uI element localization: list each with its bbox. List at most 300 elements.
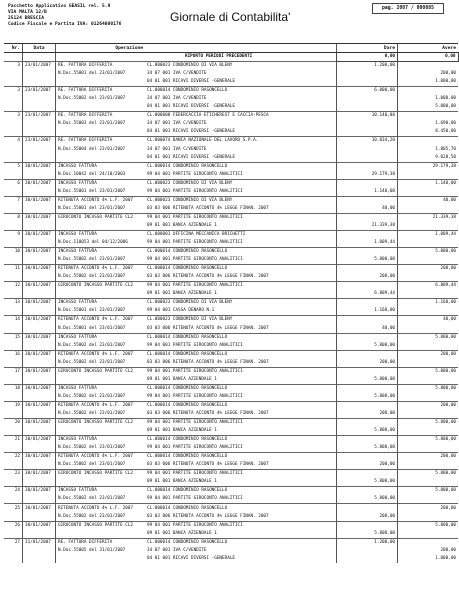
row-operation [56,128,146,137]
row-nr [4,290,23,299]
row-avere: 200,00 [398,70,459,78]
journal-row [4,461,458,470]
row-account: 04 01 001 RICAVI DIVERSI -GENERALE [147,129,235,135]
row-avere [398,325,459,334]
row-dare: 1.009,44 [337,239,398,248]
journal-row [4,333,458,342]
row-date: 30/01/2007 [23,453,56,462]
row-dare [337,299,398,308]
row-nr [4,325,23,334]
row-operation: N.Doc.55002 del 23/01/2007 [56,256,146,265]
row-nr: 26 [4,521,23,530]
row-account: CL.000014 CONDOMINIO RASONCELLO [145,504,337,513]
row-dare [337,162,398,171]
row-date [23,256,56,265]
journal-row [4,120,458,128]
col-header-nr: Nr. [4,44,23,53]
row-avere [398,513,459,522]
journal-row [4,367,458,376]
row-date: 30/01/2007 [23,487,56,496]
row-operation: INCASSO FATTURA [56,333,146,342]
row-operation: N.Doc.55001 del 23/01/2007 [56,70,146,78]
row-date [23,103,56,112]
journal-row [4,359,458,368]
row-dare: 40,00 [337,325,398,334]
row-account: CL.000023 CONDOMINIO DI VIA BLENY [145,62,337,71]
row-dare: 6.000,00 [337,87,398,96]
row-account: CL.000014 CONDOMINIO RASONCELLO [145,87,337,96]
row-account: CL.000014 CONDOMINIO RASONCELLO [145,436,337,445]
row-dare [337,384,398,393]
row-date [23,495,56,504]
row-avere [398,444,459,453]
row-account: CL.000014 CONDOMINIO RASONCELLO [145,265,337,274]
journal-row [4,179,458,188]
row-dare: 10.834,20 [337,137,398,146]
journal-row [4,547,458,555]
row-date [23,128,56,137]
row-operation: RE. FATTURA DIFFERITA [56,137,146,146]
row-date: 30/01/2007 [23,419,56,428]
page-title: Giornale di Contabilita' [170,10,291,24]
software-name: Pacchetto Applicativo GEASIL rel. 5.9 [8,4,111,9]
journal-row [4,273,458,282]
journal-row [4,248,458,257]
row-avere: 5.800,00 [398,419,459,428]
row-avere [398,427,459,436]
row-avere: 5.800,00 [398,470,459,479]
row-avere [398,112,459,121]
row-operation: N.Doc.55002 del 23/01/2007 [56,359,146,368]
row-dare [337,230,398,239]
row-operation: N.Doc.110053 del 04/12/2006 [56,239,146,248]
row-date [23,307,56,316]
col-header-conto [145,44,337,53]
row-avere [398,359,459,368]
riporto-avere: 0,00 [398,53,459,62]
row-nr [4,273,23,282]
row-nr: 14 [4,316,23,325]
row-date [23,325,56,334]
row-date: 30/01/2007 [23,265,56,274]
row-operation: GIROCONTO INCASSO PARTITE CL2 [56,282,146,291]
row-avere: 200,00 [398,401,459,410]
journal-row [4,342,458,351]
row-operation: N.Doc.55004 del 23/01/2007 [56,146,146,154]
row-dare: 5.800,00 [337,256,398,265]
row-nr [4,478,23,487]
journal-row [4,521,458,530]
row-dare [337,333,398,342]
row-account: CL.000014 CONDOMINIO RASONCELLO [145,487,337,496]
row-nr: 9 [4,230,23,239]
row-date: 30/01/2007 [23,230,56,239]
journal-row [4,137,458,146]
row-dare: 5.800,00 [337,427,398,436]
row-account: CL.000074 BANCA NAZIONALE DEL LAVORO S.P.A. [145,137,337,146]
riporto-label: RIPORTO PERIODI PRECEDENTI [185,54,253,60]
row-date: 30/01/2007 [23,521,56,530]
row-nr [4,128,23,137]
row-operation: RITENUTA ACCONTO 4% L.F. 2007 [56,265,146,274]
row-avere: 5.800,00 [398,384,459,393]
row-account: 99 04 001 PARTITE GIROCONTO ANALITICI [147,240,243,246]
row-nr [4,427,23,436]
journal-row [4,154,458,163]
journal-row [4,265,458,274]
row-dare: 40,00 [337,205,398,214]
row-nr [4,188,23,197]
row-nr: 18 [4,384,23,393]
row-operation [56,530,146,539]
row-account: CL.000014 CONDOMINIO RASONCELLO [145,401,337,410]
row-operation: N.Doc.55002 del 23/01/2007 [56,495,146,504]
row-avere: 1.000,00 [398,95,459,103]
row-nr [4,342,23,351]
row-avere [398,256,459,265]
row-operation: INCASSO FATTURA [56,230,146,239]
row-account: CL.000023 CONDOMINIO DI VIA BLENY [145,316,337,325]
row-dare: 1.160,00 [337,307,398,316]
page-number-box: pag. 2007 / 000085 [372,3,444,14]
row-account: 04 01 001 RICAVI DIVERSI -GENERALE [147,79,235,85]
journal-row [4,470,458,479]
row-nr: 8 [4,213,23,222]
row-avere: 1.000,00 [398,555,459,563]
row-date [23,78,56,87]
row-nr [4,146,23,154]
row-dare [337,213,398,222]
row-account: 34 07 001 IVA C/VENDITE [147,96,207,102]
row-account: CL.000023 CONDOMINIO DI VIA BLENY [145,299,337,308]
company-address-street: VIA MALTA 12/B [8,10,47,16]
row-nr: 7 [4,196,23,205]
row-operation: RITENUTA ACCONTO 4% L.F. 2007 [56,196,146,205]
row-account: 34 07 001 IVA C/VENDITE [147,547,207,553]
journal-row [4,78,458,87]
row-avere [398,62,459,71]
journal-row [4,103,458,112]
row-account: 03 03 006 RITENUTA ACCONTO 4% LEGGE FINAN. 2007 [147,205,269,211]
row-nr: 22 [4,453,23,462]
row-operation: N.Doc.55005 del 31/01/2007 [56,547,146,555]
journal-row [4,222,458,231]
row-date: 23/01/2007 [23,112,56,121]
row-dare [337,436,398,445]
riporto-dare: 0,00 [337,53,398,62]
row-dare [337,78,398,87]
row-avere: 200,00 [398,453,459,462]
row-avere [398,273,459,282]
row-date: 23/01/2007 [23,87,56,96]
row-dare [337,555,398,563]
row-avere [398,376,459,385]
row-date: 30/01/2007 [23,470,56,479]
journal-row [4,128,458,137]
row-avere: 5.800,00 [398,367,459,376]
company-fiscal-code: Codice Fiscale e Partita IVA: 01264080176 [8,22,122,28]
journal-row [4,495,458,504]
journal-row [4,70,458,78]
row-avere: 21.339,38 [398,213,459,222]
journal-row [4,350,458,359]
journal-row [4,504,458,513]
row-nr: 16 [4,350,23,359]
row-nr: 3 [4,87,23,96]
row-dare: 200,00 [337,461,398,470]
row-avere: 9.028,50 [398,154,459,163]
row-account: 09 01 001 BANCA AZIENDALE 1 [147,530,217,536]
row-nr: 19 [4,401,23,410]
row-nr: 6 [4,179,23,188]
row-date: 30/01/2007 [23,248,56,257]
row-account: 09 01 001 BANCA AZIENDALE 1 [147,222,217,228]
col-header-avere: Avere [398,44,459,53]
row-operation: INCASSO FATTURA [56,436,146,445]
table-header-row [4,44,458,53]
row-account: 99 04 001 PARTITE GIROCONTO ANALITICI [147,445,243,451]
row-account: 99 04 001 PARTITE GIROCONTO ANALITICI [145,367,337,376]
row-operation: N.Doc.55001 del 23/01/2007 [56,188,146,197]
row-dare [337,95,398,103]
row-account: 09 01 001 BANCA AZIENDALE 1 [147,479,217,485]
row-date: 30/01/2007 [23,282,56,291]
row-nr [4,393,23,402]
row-avere: 200,00 [398,265,459,274]
row-nr [4,410,23,419]
row-avere: 5.800,00 [398,333,459,342]
row-operation [56,478,146,487]
row-operation: N.Doc.55002 del 23/01/2007 [56,444,146,453]
row-operation: RE. FATTURA DIFFERITA [56,87,146,96]
row-nr: 3 [4,112,23,121]
row-avere: 200,00 [398,547,459,555]
row-nr: 24 [4,487,23,496]
row-nr [4,359,23,368]
row-operation [56,555,146,563]
row-date: 30/01/2007 [23,162,56,171]
journal-row [4,478,458,487]
row-avere [398,205,459,214]
row-operation: GIROCONTO INCASSO PARTITE CL2 [56,470,146,479]
row-avere [398,495,459,504]
row-nr [4,495,23,504]
row-avere [398,393,459,402]
row-operation: RITENUTA ACCONTO 4% L.F. 2007 [56,316,146,325]
journal-row [4,444,458,453]
row-avere [398,538,459,547]
row-account: 99 04 001 PARTITE GIROCONTO ANALITICI [147,496,243,502]
row-dare: 5.800,00 [337,342,398,351]
row-date [23,547,56,555]
row-avere [398,530,459,539]
row-date: 30/01/2007 [23,367,56,376]
row-operation: INCASSO FATTURA [56,299,146,308]
row-date [23,222,56,231]
row-date [23,530,56,539]
row-operation: GIROCONTO INCASSO PARTITE CL2 [56,213,146,222]
row-avere: 40,00 [398,316,459,325]
row-date [23,513,56,522]
row-nr: 21 [4,436,23,445]
row-nr: 23 [4,470,23,479]
row-account: CL.000014 CONDOMINIO RASONCELLO [145,248,337,257]
row-date [23,290,56,299]
row-dare [337,470,398,479]
row-avere: 1.805,70 [398,146,459,154]
row-dare: 200,00 [337,273,398,282]
row-nr: 17 [4,367,23,376]
row-date [23,188,56,197]
row-date [23,205,56,214]
journal-row [4,171,458,180]
row-avere [398,461,459,470]
row-account: CL.000008 FEDERCACCIA ETICHEREST E CACCIA-PESCA [145,112,337,121]
journal-row [4,325,458,334]
row-date: 30/01/2007 [23,179,56,188]
row-dare: 29.179,38 [337,171,398,180]
row-account: CL.000023 CONDOMINIO DI VIA BLENY [145,196,337,205]
row-dare: 200,00 [337,513,398,522]
row-avere: 5.800,00 [398,248,459,257]
journal-row [4,230,458,239]
row-nr [4,154,23,163]
journal-row [4,401,458,410]
journal-row [4,188,458,197]
row-date: 30/01/2007 [23,333,56,342]
row-operation: N.Doc.55003 del 23/01/2007 [56,120,146,128]
journal-table [4,43,459,563]
row-nr [4,376,23,385]
row-dare: 5.800,00 [337,495,398,504]
row-operation [56,78,146,87]
col-header-data: Data [23,44,56,53]
row-date [23,146,56,154]
row-date [23,444,56,453]
row-date: 30/01/2007 [23,504,56,513]
row-dare: 5.800,00 [337,478,398,487]
row-operation: INCASSO FATTURA [56,162,146,171]
journal-row [4,196,458,205]
row-avere [398,290,459,299]
row-account: CL.000014 CONDOMINIO RASONCELLO [145,333,337,342]
row-account: CL.000014 CONDOMINIO RASONCELLO [145,384,337,393]
row-date: 30/01/2007 [23,213,56,222]
row-account: 34 07 001 IVA C/VENDITE [147,71,207,77]
row-account: 99 04 001 PARTITE GIROCONTO ANALITICI [147,257,243,263]
journal-row [4,282,458,291]
journal-row [4,530,458,539]
row-operation: N.Doc.10042 del 24/10/2003 [56,171,146,180]
row-dare [337,401,398,410]
journal-row [4,146,458,154]
row-account: CL.000014 CONDOMINIO RASONCELLO [145,162,337,171]
row-account: 99 04 001 PARTITE GIROCONTO ANALITICI [147,171,243,177]
row-operation: RITENUTA ACCONTO 4% L.F. 2007 [56,401,146,410]
row-avere [398,87,459,96]
row-nr [4,530,23,539]
row-date [23,555,56,563]
row-avere: 1.000,00 [398,78,459,87]
row-operation [56,376,146,385]
row-avere: 5.800,00 [398,436,459,445]
row-account: 99 04 001 PARTITE GIROCONTO ANALITICI [147,393,243,399]
row-nr [4,239,23,248]
row-dare: 21.339,38 [337,222,398,231]
row-avere: 1.140,00 [398,179,459,188]
row-date: 30/01/2007 [23,436,56,445]
journal-row [4,487,458,496]
row-operation: RE. FATTURA DIFFERITA [56,112,146,121]
row-account: 04 01 001 RICAVI DIVERSI -GENERALE [147,154,235,160]
row-operation [56,154,146,163]
row-dare [337,521,398,530]
row-account: 34 07 001 IVA C/VENDITE [147,146,207,152]
row-avere: 29.179,38 [398,162,459,171]
row-date [23,154,56,163]
row-account: 04 01 001 RICAVI DIVERSI -GENERALE [147,555,235,561]
row-operation: RE. FATTURA DIFFERITA [56,538,146,547]
row-dare [337,419,398,428]
journal-row [4,239,458,248]
row-dare [337,316,398,325]
journal-row [4,112,458,121]
row-date [23,410,56,419]
row-date [23,376,56,385]
row-account: 99 04 001 PARTITE GIROCONTO ANALITICI [145,470,337,479]
row-dare: 5.800,00 [337,444,398,453]
row-avere: 6.809,44 [398,282,459,291]
row-avere: 8.450,00 [398,128,459,137]
row-nr: 15 [4,333,23,342]
row-avere [398,478,459,487]
row-avere [398,171,459,180]
company-address-city: 25124 BRESCIA [8,16,44,22]
row-account: 99 04 001 CASSA DENARO N.1 [147,308,215,314]
row-avere: 1.160,00 [398,299,459,308]
row-date [23,461,56,470]
journal-row [4,419,458,428]
row-dare: 200,00 [337,359,398,368]
col-header-operazione: Operazione [56,44,146,53]
row-account: 99 04 001 PARTITE GIROCONTO ANALITICI [145,282,337,291]
row-avere: 5.000,00 [398,103,459,112]
row-dare [337,265,398,274]
row-avere [398,342,459,351]
row-operation: INCASSO FATTURA [56,384,146,393]
journal-row [4,427,458,436]
row-date [23,239,56,248]
row-nr [4,205,23,214]
row-account: 03 03 006 RITENUTA ACCONTO 4% LEGGE FINAN. 2007 [147,359,269,365]
row-nr [4,256,23,265]
journal-row [4,299,458,308]
row-account: 03 03 006 RITENUTA ACCONTO 4% LEGGE FINAN. 2007 [147,410,269,416]
row-nr: 4 [4,137,23,146]
row-nr: 11 [4,265,23,274]
row-account: CL.000014 CONDOMINIO RASONCELLO [145,538,337,547]
row-nr [4,461,23,470]
row-operation [56,103,146,112]
row-account: 09 01 001 BANCA AZIENDALE 1 [147,291,217,297]
journal-row [4,307,458,316]
row-nr [4,103,23,112]
row-avere: 200,00 [398,350,459,359]
row-dare [337,196,398,205]
row-nr: 20 [4,419,23,428]
row-operation: N.Doc.55002 del 23/01/2007 [56,410,146,419]
row-avere: 40,00 [398,196,459,205]
